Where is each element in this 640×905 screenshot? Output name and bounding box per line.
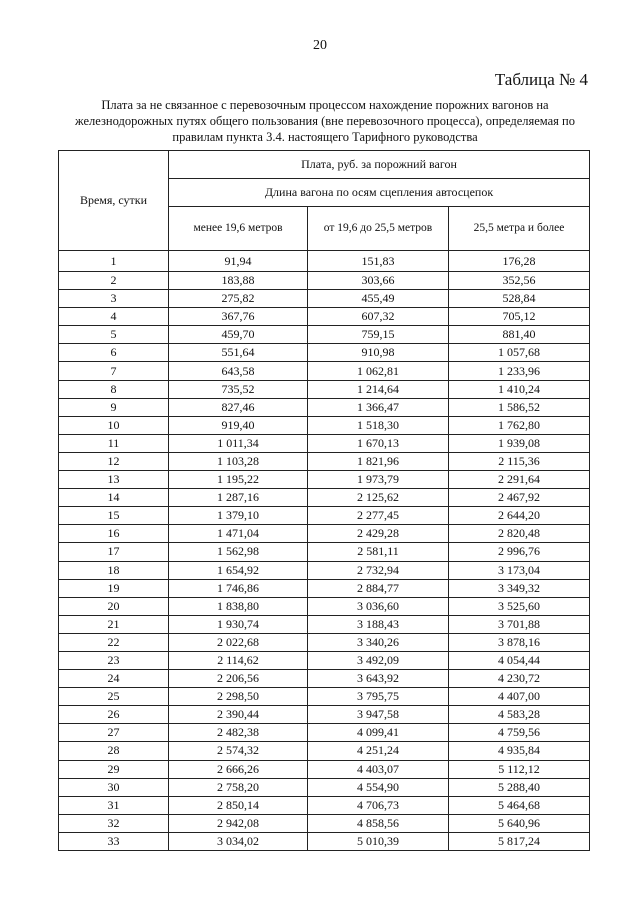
cell-under-19-6: 735,52 <box>169 380 308 398</box>
cell-19-6-to-25-5: 2 581,11 <box>308 543 449 561</box>
table-row <box>59 290 590 308</box>
table-row <box>59 326 590 344</box>
table-label: Таблица № 4 <box>494 70 588 89</box>
cell-under-19-6: 1 103,28 <box>169 452 308 470</box>
cell-25-5-and-more: 1 233,96 <box>449 362 590 380</box>
table-row <box>59 489 590 507</box>
cell-under-19-6: 919,40 <box>169 416 308 434</box>
cell-19-6-to-25-5: 2 277,45 <box>308 507 449 525</box>
cell-19-6-to-25-5: 2 732,94 <box>308 561 449 579</box>
cell-25-5-and-more: 1 057,68 <box>449 344 590 362</box>
table-row <box>59 272 590 290</box>
cell-days: 22 <box>59 633 169 651</box>
cell-25-5-and-more: 4 230,72 <box>449 670 590 688</box>
cell-19-6-to-25-5: 2 884,77 <box>308 579 449 597</box>
cell-25-5-and-more: 3 349,32 <box>449 579 590 597</box>
cell-25-5-and-more: 4 407,00 <box>449 688 590 706</box>
table-row <box>59 398 590 416</box>
cell-25-5-and-more: 5 464,68 <box>449 796 590 814</box>
cell-19-6-to-25-5: 151,83 <box>308 251 449 272</box>
cell-under-19-6: 3 034,02 <box>169 832 308 850</box>
cell-days: 6 <box>59 344 169 362</box>
cell-25-5-and-more: 1 586,52 <box>449 398 590 416</box>
cell-days: 19 <box>59 579 169 597</box>
table-row <box>59 597 590 615</box>
header-wagon-length: Длина вагона по осям сцепления автосцепок <box>169 179 590 207</box>
cell-19-6-to-25-5: 2 429,28 <box>308 525 449 543</box>
table-title-line: железнодорожных путях общего пользования (вне перевозочного процесса), определяемая по <box>75 114 575 128</box>
cell-under-19-6: 1 011,34 <box>169 434 308 452</box>
page-number: 20 <box>313 38 327 53</box>
cell-days: 9 <box>59 398 169 416</box>
cell-19-6-to-25-5: 3 492,09 <box>308 651 449 669</box>
table-row <box>59 434 590 452</box>
cell-days: 14 <box>59 489 169 507</box>
cell-days: 21 <box>59 615 169 633</box>
cell-19-6-to-25-5: 3 188,43 <box>308 615 449 633</box>
column-header-under-19-6: менее 19,6 метров <box>169 207 308 251</box>
cell-19-6-to-25-5: 4 099,41 <box>308 724 449 742</box>
column-header-19-6-to-25-5: от 19,6 до 25,5 метров <box>308 207 449 251</box>
cell-under-19-6: 2 574,32 <box>169 742 308 760</box>
cell-under-19-6: 1 287,16 <box>169 489 308 507</box>
table-row <box>59 688 590 706</box>
cell-19-6-to-25-5: 303,66 <box>308 272 449 290</box>
cell-19-6-to-25-5: 1 973,79 <box>308 471 449 489</box>
cell-days: 15 <box>59 507 169 525</box>
cell-under-19-6: 459,70 <box>169 326 308 344</box>
cell-days: 11 <box>59 434 169 452</box>
cell-25-5-and-more: 881,40 <box>449 326 590 344</box>
cell-25-5-and-more: 1 939,08 <box>449 434 590 452</box>
cell-19-6-to-25-5: 1 214,64 <box>308 380 449 398</box>
cell-19-6-to-25-5: 3 795,75 <box>308 688 449 706</box>
table-row <box>59 814 590 832</box>
cell-25-5-and-more: 4 759,56 <box>449 724 590 742</box>
cell-25-5-and-more: 528,84 <box>449 290 590 308</box>
cell-19-6-to-25-5: 4 554,90 <box>308 778 449 796</box>
cell-25-5-and-more: 4 054,44 <box>449 651 590 669</box>
column-header-time: Время, сутки <box>59 151 169 251</box>
cell-under-19-6: 2 022,68 <box>169 633 308 651</box>
cell-days: 2 <box>59 272 169 290</box>
cell-19-6-to-25-5: 1 821,96 <box>308 452 449 470</box>
cell-under-19-6: 2 114,62 <box>169 651 308 669</box>
cell-days: 30 <box>59 778 169 796</box>
table-row <box>59 525 590 543</box>
cell-days: 7 <box>59 362 169 380</box>
cell-19-6-to-25-5: 1 366,47 <box>308 398 449 416</box>
table-row <box>59 543 590 561</box>
cell-days: 8 <box>59 380 169 398</box>
table-row <box>59 471 590 489</box>
cell-25-5-and-more: 1 762,80 <box>449 416 590 434</box>
cell-under-19-6: 275,82 <box>169 290 308 308</box>
cell-under-19-6: 2 482,38 <box>169 724 308 742</box>
cell-days: 25 <box>59 688 169 706</box>
cell-days: 26 <box>59 706 169 724</box>
table-row <box>59 670 590 688</box>
cell-19-6-to-25-5: 3 036,60 <box>308 597 449 615</box>
table-row <box>59 380 590 398</box>
cell-25-5-and-more: 176,28 <box>449 251 590 272</box>
cell-under-19-6: 1 838,80 <box>169 597 308 615</box>
cell-under-19-6: 367,76 <box>169 308 308 326</box>
cell-days: 3 <box>59 290 169 308</box>
cell-under-19-6: 1 746,86 <box>169 579 308 597</box>
cell-19-6-to-25-5: 4 706,73 <box>308 796 449 814</box>
table-title <box>60 97 590 145</box>
cell-25-5-and-more: 1 410,24 <box>449 380 590 398</box>
cell-days: 33 <box>59 832 169 850</box>
cell-days: 12 <box>59 452 169 470</box>
cell-days: 18 <box>59 561 169 579</box>
cell-25-5-and-more: 5 288,40 <box>449 778 590 796</box>
table-row <box>59 724 590 742</box>
cell-under-19-6: 1 379,10 <box>169 507 308 525</box>
cell-25-5-and-more: 2 115,36 <box>449 452 590 470</box>
table-row <box>59 633 590 651</box>
table-row <box>59 416 590 434</box>
cell-days: 27 <box>59 724 169 742</box>
cell-25-5-and-more: 3 525,60 <box>449 597 590 615</box>
cell-days: 4 <box>59 308 169 326</box>
cell-under-19-6: 2 206,56 <box>169 670 308 688</box>
cell-19-6-to-25-5: 455,49 <box>308 290 449 308</box>
cell-days: 1 <box>59 251 169 272</box>
cell-19-6-to-25-5: 2 125,62 <box>308 489 449 507</box>
cell-under-19-6: 2 850,14 <box>169 796 308 814</box>
cell-19-6-to-25-5: 4 251,24 <box>308 742 449 760</box>
cell-under-19-6: 643,58 <box>169 362 308 380</box>
table-title-line: Плата за не связанное с перевозочным процессом нахождение порожних вагонов на <box>101 98 549 112</box>
cell-under-19-6: 1 654,92 <box>169 561 308 579</box>
table-row <box>59 507 590 525</box>
cell-25-5-and-more: 5 817,24 <box>449 832 590 850</box>
table-row <box>59 344 590 362</box>
cell-19-6-to-25-5: 607,32 <box>308 308 449 326</box>
cell-under-19-6: 183,88 <box>169 272 308 290</box>
cell-19-6-to-25-5: 4 403,07 <box>308 760 449 778</box>
cell-days: 16 <box>59 525 169 543</box>
cell-days: 13 <box>59 471 169 489</box>
cell-under-19-6: 1 471,04 <box>169 525 308 543</box>
cell-days: 29 <box>59 760 169 778</box>
table-title-line: правилам пункта 3.4. настоящего Тарифного руководства <box>172 130 478 144</box>
cell-25-5-and-more: 352,56 <box>449 272 590 290</box>
cell-days: 24 <box>59 670 169 688</box>
cell-19-6-to-25-5: 910,98 <box>308 344 449 362</box>
table-row <box>59 706 590 724</box>
column-header-25-5-and-more: 25,5 метра и более <box>449 207 590 251</box>
cell-days: 31 <box>59 796 169 814</box>
table-row <box>59 615 590 633</box>
cell-days: 17 <box>59 543 169 561</box>
cell-25-5-and-more: 5 112,12 <box>449 760 590 778</box>
tariff-table <box>58 150 590 851</box>
cell-19-6-to-25-5: 3 947,58 <box>308 706 449 724</box>
cell-under-19-6: 2 666,26 <box>169 760 308 778</box>
table-row <box>59 778 590 796</box>
cell-19-6-to-25-5: 5 010,39 <box>308 832 449 850</box>
cell-25-5-and-more: 2 644,20 <box>449 507 590 525</box>
cell-25-5-and-more: 4 935,84 <box>449 742 590 760</box>
cell-25-5-and-more: 3 878,16 <box>449 633 590 651</box>
cell-days: 5 <box>59 326 169 344</box>
cell-under-19-6: 827,46 <box>169 398 308 416</box>
cell-days: 28 <box>59 742 169 760</box>
cell-under-19-6: 2 298,50 <box>169 688 308 706</box>
table-row <box>59 742 590 760</box>
table-row <box>59 651 590 669</box>
table-row <box>59 832 590 850</box>
table-row <box>59 452 590 470</box>
cell-25-5-and-more: 3 701,88 <box>449 615 590 633</box>
cell-under-19-6: 2 758,20 <box>169 778 308 796</box>
cell-25-5-and-more: 2 291,64 <box>449 471 590 489</box>
cell-days: 10 <box>59 416 169 434</box>
table-row <box>59 308 590 326</box>
cell-19-6-to-25-5: 759,15 <box>308 326 449 344</box>
table-row <box>59 362 590 380</box>
cell-19-6-to-25-5: 1 062,81 <box>308 362 449 380</box>
cell-19-6-to-25-5: 4 858,56 <box>308 814 449 832</box>
cell-under-19-6: 551,64 <box>169 344 308 362</box>
cell-under-19-6: 2 942,08 <box>169 814 308 832</box>
cell-25-5-and-more: 2 467,92 <box>449 489 590 507</box>
cell-under-19-6: 91,94 <box>169 251 308 272</box>
table-row <box>59 251 590 272</box>
header-payment: Плата, руб. за порожний вагон <box>169 151 590 179</box>
cell-under-19-6: 1 195,22 <box>169 471 308 489</box>
cell-19-6-to-25-5: 1 518,30 <box>308 416 449 434</box>
cell-25-5-and-more: 2 996,76 <box>449 543 590 561</box>
cell-under-19-6: 1 930,74 <box>169 615 308 633</box>
table-body <box>59 251 590 851</box>
table-row <box>59 796 590 814</box>
cell-19-6-to-25-5: 1 670,13 <box>308 434 449 452</box>
table-row <box>59 760 590 778</box>
cell-19-6-to-25-5: 3 340,26 <box>308 633 449 651</box>
table-row <box>59 579 590 597</box>
cell-25-5-and-more: 3 173,04 <box>449 561 590 579</box>
cell-under-19-6: 1 562,98 <box>169 543 308 561</box>
cell-days: 20 <box>59 597 169 615</box>
cell-days: 23 <box>59 651 169 669</box>
table-row <box>59 561 590 579</box>
cell-25-5-and-more: 2 820,48 <box>449 525 590 543</box>
cell-under-19-6: 2 390,44 <box>169 706 308 724</box>
cell-days: 32 <box>59 814 169 832</box>
cell-25-5-and-more: 705,12 <box>449 308 590 326</box>
cell-25-5-and-more: 4 583,28 <box>449 706 590 724</box>
cell-19-6-to-25-5: 3 643,92 <box>308 670 449 688</box>
cell-25-5-and-more: 5 640,96 <box>449 814 590 832</box>
